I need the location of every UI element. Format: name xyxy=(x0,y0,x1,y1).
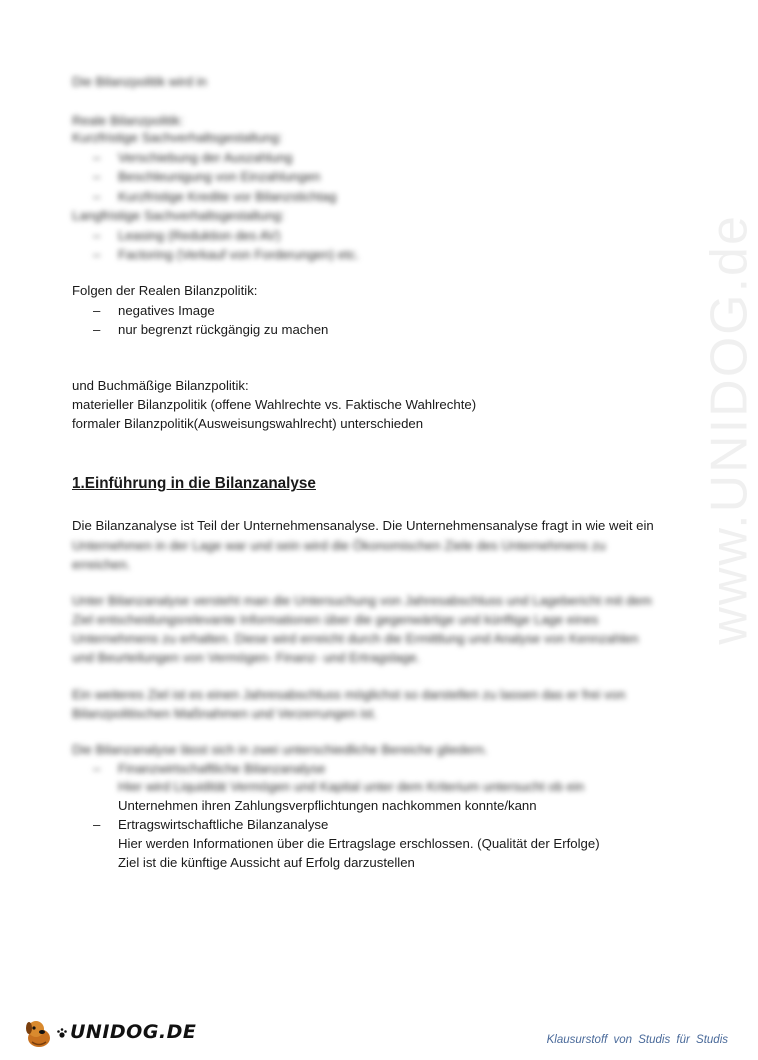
blurred-long-term: Langfristige Sachverhaltsgestaltung: xyxy=(72,208,285,223)
paragraph-1-line3: erreichen. xyxy=(72,557,131,572)
paragraph-3-line: Bilanzpolitischen Maßnahmen und Verzerrungen ist. xyxy=(72,706,377,721)
bullet-symbol: – xyxy=(93,322,101,337)
area-2-line1: Hier werden Informationen über die Ertragslage erschlossen. (Qualität der Erfolge) xyxy=(118,836,600,851)
logo-text: UNIDOG.DE xyxy=(70,1021,197,1044)
section-heading: 1.Einführung in die Bilanzanalyse xyxy=(72,475,316,492)
blurred-short-item: Verschiebung der Auszahlung xyxy=(118,150,293,165)
dog-icon xyxy=(22,1016,56,1050)
consequences-title: Folgen der Realen Bilanzpolitik: xyxy=(72,283,258,298)
blurred-long-item: Factoring (Verkauf von Forderungen) etc. xyxy=(118,247,360,262)
area-1-line1: Hier wird Liquidität Vermögen und Kapital unter dem Kriterium untersucht ob ein xyxy=(118,779,585,794)
paragraph-2-line: Unternehmens zu erhalten. Diese wird erreicht durch die Ermittlung und Analyse von Kennzahlen xyxy=(72,631,639,646)
bullet-symbol: – xyxy=(93,189,101,204)
blurred-long-item: Leasing (Reduktion des AV) xyxy=(118,228,281,243)
blurred-intro: Die Bilanzpolitik wird in xyxy=(72,74,207,89)
unidog-logo[interactable] xyxy=(22,1016,196,1050)
bullet-symbol: – xyxy=(93,150,101,165)
area-2-title: Ertragswirtschaftliche Bilanzanalyse xyxy=(118,817,329,832)
bullet-symbol: – xyxy=(93,247,101,262)
paragraph-1-line2: Unternehmen in der Lage war und sein wird die Ökonomischen Ziele des Unternehmens zu xyxy=(72,538,606,553)
blurred-short-term: Kurzfristige Sachverhaltsgestaltung: xyxy=(72,130,283,145)
area-1-title: Finanzwirtschaftliche Bilanzanalyse xyxy=(118,761,326,776)
paragraph-2-line: und Beurteilungen von Vermögen- Finanz- und Ertragslage. xyxy=(72,650,421,665)
paw-icon xyxy=(56,1027,68,1039)
area-2-line2: Ziel ist die künftige Aussicht auf Erfolg darzustellen xyxy=(118,855,415,870)
consequence-item: negatives Image xyxy=(118,303,215,318)
book-policy-line3: formaler Bilanzpolitik(Ausweisungswahlrecht) unterschieden xyxy=(72,416,424,431)
blurred-short-item: Kurzfristige Kredite vor Bilanzstichtag xyxy=(118,189,337,204)
bullet-symbol: – xyxy=(93,303,101,318)
watermark: www.UNIDOG.de xyxy=(700,214,758,645)
paragraph-1-line1: Die Bilanzanalyse ist Teil der Unternehmensanalyse. Die Unternehmensanalyse fragt in wie weit ein xyxy=(72,518,654,533)
paragraph-2-line: Ziel entscheidungsrelevante Informationen über die gegenwärtige und künftige Lage eines xyxy=(72,612,599,627)
book-policy-line1: und Buchmäßige Bilanzpolitik: xyxy=(72,378,249,393)
blurred-short-item: Beschleunigung von Einzahlungen xyxy=(118,169,321,184)
footer-slogan: Klausurstoff von Studis für Studis xyxy=(546,1034,728,1046)
paragraph-2-line: Unter Bilanzanalyse versteht man die Untersuchung von Jahresabschluss und Lagebericht mit dem xyxy=(72,593,652,608)
consequence-item: nur begrenzt rückgängig zu machen xyxy=(118,322,329,337)
area-1-line2: Unternehmen ihren Zahlungsverpflichtungen nachkommen konnte/kann xyxy=(118,798,537,813)
bullet-symbol: – xyxy=(93,169,101,184)
blurred-real-title: Reale Bilanzpolitik: xyxy=(72,113,184,128)
bullet-symbol: – xyxy=(93,228,101,243)
bullet-symbol: – xyxy=(93,761,101,776)
bullet-symbol: – xyxy=(93,817,101,832)
paragraph-4-intro: Die Bilanzanalyse lässt sich in zwei unterschiedliche Bereiche gliedern. xyxy=(72,742,488,757)
paragraph-3-line: Ein weiteres Ziel ist es einen Jahresabschluss möglichst so darstellen zu lassen das er frei von xyxy=(72,687,626,702)
book-policy-line2: materieller Bilanzpolitik (offene Wahlrechte vs. Faktische Wahlrechte) xyxy=(72,397,477,412)
